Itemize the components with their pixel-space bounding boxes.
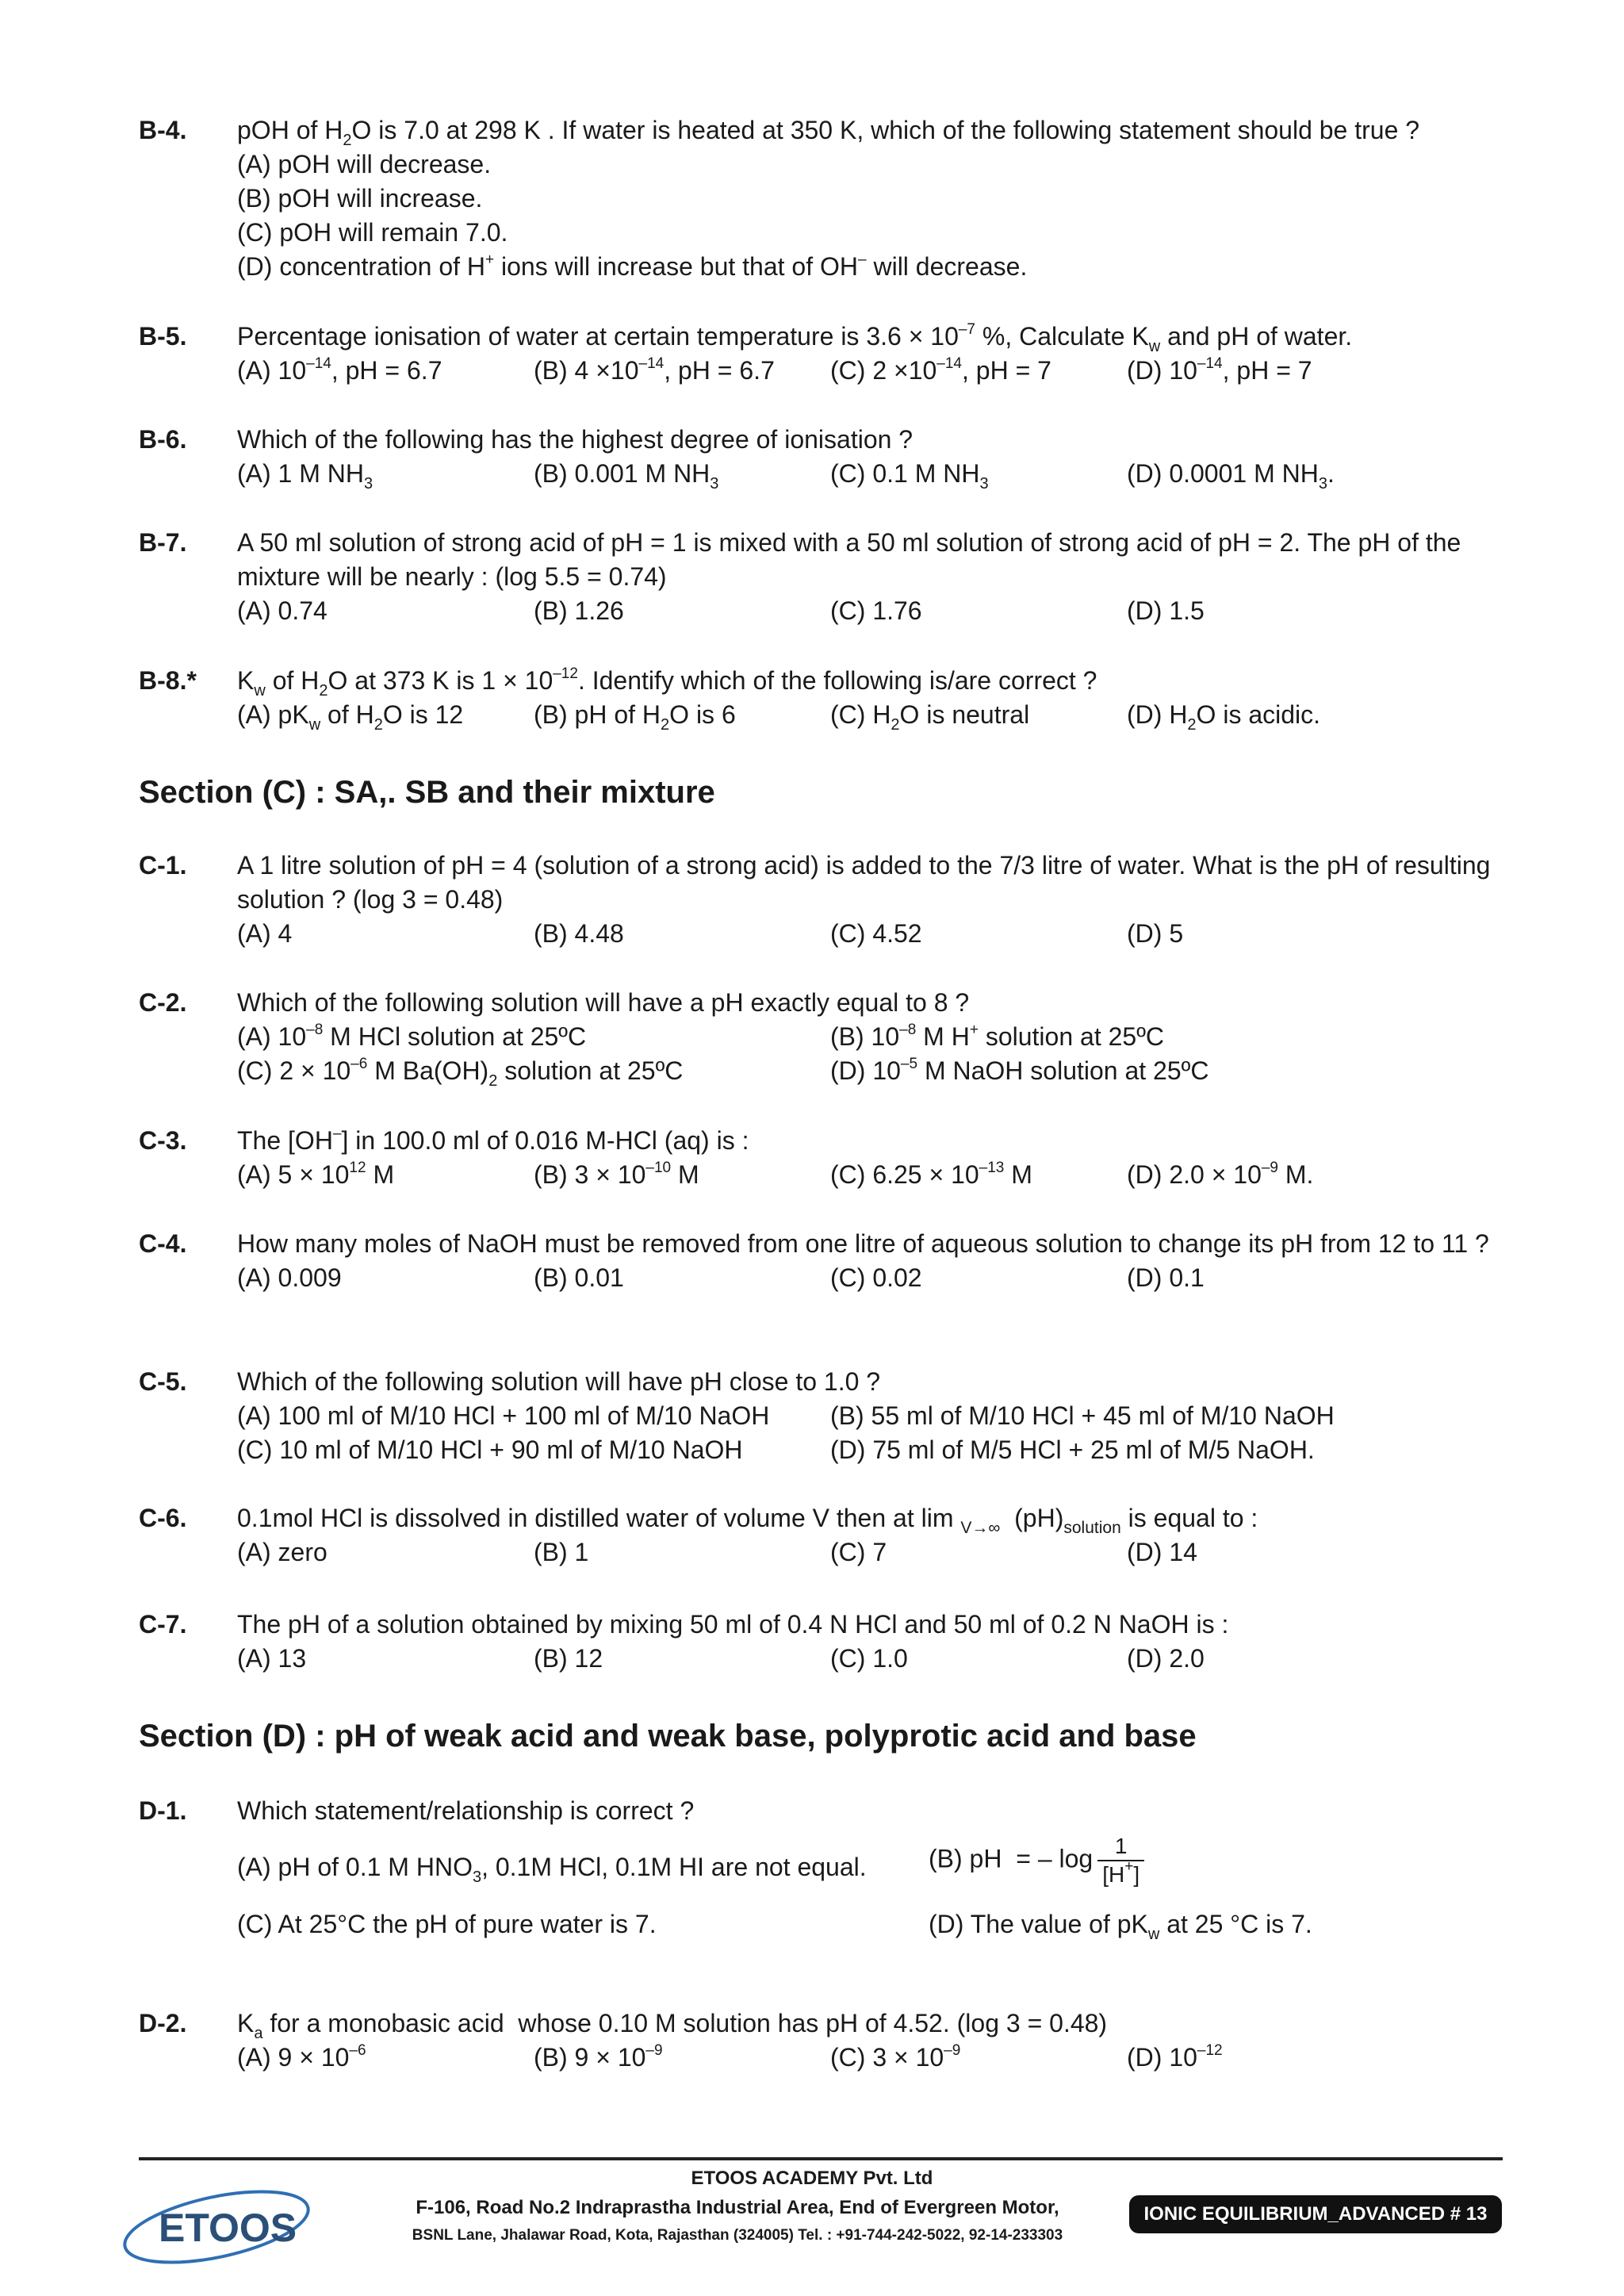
question-text: pOH of $H_2O$ is 7.0 at 298 K . If water is heated at 350 K, which of the following statement should be true ? — [237, 116, 1420, 149]
question-d1 — [139, 1794, 1503, 1941]
question-text: Which of the following solution will have pH close to 1.0 ? — [237, 1367, 881, 1396]
footer-address-line-1: F-106, Road No.2 Indraprastha Industrial Area, End of Evergreen Motor, — [416, 2197, 1059, 2218]
question-number: B-7. — [139, 528, 187, 557]
question-c7 — [139, 1608, 1503, 1676]
option-d: (D) 0.1 — [1127, 1263, 1205, 1292]
option-c: (C) $3 \times 10^{-9}$ — [830, 2042, 961, 2072]
fraction: $\frac{1}{[H^+]}$ — [1097, 1833, 1144, 1888]
question-number: C-6. — [139, 1504, 187, 1532]
option-a: (A) $10^{-14}$, pH = 6.7 — [237, 355, 442, 385]
footer-divider — [139, 2157, 1503, 2160]
option-a: (A) zero — [237, 1538, 327, 1566]
logo-text: ETOOS — [159, 2206, 297, 2250]
section-c-heading: Section (C) : SA,. SB and their mixture — [139, 775, 715, 810]
question-number: B-6. — [139, 425, 187, 454]
question-text: 0.1mol HCl is dissolved in distilled water of volume V then at lim $_{V\to\infty}$ $(pH)_{solution}$ is equal to : — [237, 1504, 1258, 1537]
option-c: (C) 7 — [830, 1538, 887, 1566]
question-text: How many moles of NaOH must be removed from one litre of aqueous solution to change its pH from 12 to 11 ? — [237, 1229, 1489, 1258]
option-a: (A) $10^{-8}$ M HCl solution at 25ºC — [237, 1022, 587, 1051]
question-number: B-4. — [139, 116, 187, 144]
option-a: (A) 4 — [237, 919, 293, 948]
option-a: (A) $pK_w$ of $H_2O$ is 12 — [237, 700, 464, 734]
question-number: C-1. — [139, 851, 187, 880]
option-b: (B) $10^{-8}$ M H+ solution at 25ºC — [830, 1022, 1164, 1051]
option-d: (D) concentration of H+ ions will increase but that of OH– will decrease. — [237, 251, 1028, 281]
option-d: (D) 0.0001 M $NH_3$. — [1127, 459, 1335, 493]
option-a: (A) pH of 0.1 M $HNO_3$, 0.1M HCl, 0.1M HI are not equal. — [237, 1853, 867, 1886]
option-b: (B) 12 — [534, 1644, 603, 1673]
etoos-logo — [117, 2181, 316, 2268]
question-text: A 1 litre solution of pH = 4 (solution of a strong acid) is added to the 7/3 litre of water. What is the pH of resulting solution ? (log 3 = 0.48) — [237, 851, 1491, 914]
option-d: (D) The value of $pK_w$ at 25 °C is 7. — [929, 1910, 1312, 1943]
option-c: (C) 10 ml of M/10 HCl + 90 ml of M/10 NaOH — [237, 1435, 743, 1464]
option-d: (D) $2.0 \times 10^{-9}$ M. — [1127, 1159, 1314, 1189]
option-c: (C) 4.52 — [830, 919, 922, 948]
question-number: D-1. — [139, 1796, 187, 1825]
option-d: (D) $10^{-12}$ — [1127, 2042, 1223, 2072]
question-b7 — [139, 526, 1503, 628]
question-number: C-7. — [139, 1610, 187, 1639]
option-d: (D) 1.5 — [1127, 596, 1205, 625]
question-b5 — [139, 320, 1503, 388]
option-b: (B) $9 \times 10^{-9}$ — [534, 2042, 663, 2072]
option-b: (B) 1.26 — [534, 596, 624, 625]
question-number: C-4. — [139, 1229, 187, 1258]
option-b: (B) 0.01 — [534, 1263, 624, 1292]
option-d: (D) 75 ml of M/5 HCl + 25 ml of M/5 NaOH. — [830, 1435, 1315, 1464]
question-c2 — [139, 986, 1503, 1088]
option-c: (C) 0.02 — [830, 1263, 922, 1292]
question-c3 — [139, 1124, 1503, 1192]
footer-company: ETOOS ACADEMY Pvt. Ltd — [691, 2168, 933, 2189]
question-number: B-5. — [139, 322, 187, 351]
option-b: (B) $3 \times 10^{-10}$ M — [534, 1159, 699, 1189]
option-c: (C) 0.1 M $NH_3$ — [830, 459, 989, 493]
option-a: (A) 1 M $NH_3$ — [237, 459, 373, 493]
option-d: (D) $10^{-14}$, pH = 7 — [1127, 355, 1312, 385]
option-d: (D) $H_2O$ is acidic. — [1127, 700, 1321, 734]
option-d: (D) $10^{-5}$ M NaOH solution at 25ºC — [830, 1056, 1209, 1085]
question-d2 — [139, 2007, 1503, 2075]
question-text: Percentage ionisation of water at certain temperature is $3.6 \times 10^{-7}$ %, Calculate $K_w$ and pH of water. — [237, 321, 1353, 355]
question-b4 — [139, 113, 1503, 284]
option-d: (D) 5 — [1127, 919, 1184, 948]
question-c6 — [139, 1501, 1503, 1570]
option-d: (D) 2.0 — [1127, 1644, 1205, 1673]
option-b: (B) pOH will increase. — [237, 184, 483, 213]
question-text: Which of the following has the highest degree of ionisation ? — [237, 425, 914, 454]
option-c: (C) 1.0 — [830, 1644, 908, 1673]
option-a: (A) 0.009 — [237, 1263, 342, 1292]
question-number: C-2. — [139, 988, 187, 1017]
question-b8 — [139, 664, 1503, 732]
question-text: $K_a$ for a monobasic acid whose 0.10 M solution has pH of 4.52. (log 3 = 0.48) — [237, 2009, 1108, 2042]
option-c: (C) $2 \times 10^{-14}$, pH = 7 — [830, 355, 1051, 385]
question-number: C-5. — [139, 1367, 187, 1396]
option-c: (C) At 25°C the pH of pure water is 7. — [237, 1910, 657, 1938]
option-a: (A) 0.74 — [237, 596, 327, 625]
question-text: The [OH–] in 100.0 ml of 0.016 M-HCl (aq) is : — [237, 1125, 749, 1155]
question-c4 — [139, 1227, 1503, 1295]
section-d-heading: Section (D) : pH of weak acid and weak base, polyprotic acid and base — [139, 1719, 1197, 1754]
question-text: Which statement/relationship is correct ? — [237, 1796, 695, 1825]
option-a: (A) 13 — [237, 1644, 307, 1673]
question-text: A 50 ml solution of strong acid of pH = 1 is mixed with a 50 ml solution of strong acid of pH = 2. The pH of the mixture will be nearly : (log 5.5 = 0.74) — [237, 528, 1461, 591]
option-a: (A) pOH will decrease. — [237, 150, 492, 178]
question-text: Which of the following solution will have a pH exactly equal to 8 ? — [237, 988, 970, 1017]
option-b: (B) pH of $H_2O$ is 6 — [534, 700, 736, 734]
question-text: The pH of a solution obtained by mixing 50 ml of 0.4 N HCl and 50 ml of 0.2 N NaOH is : — [237, 1610, 1229, 1639]
option-c: (C) $H_2O$ is neutral — [830, 700, 1030, 734]
option-c: (C) $2 \times 10^{-6}$ M $Ba(OH)_2$ solution at 25ºC — [237, 1056, 684, 1090]
question-b6 — [139, 423, 1503, 491]
footer-address-line-2: BSNL Lane, Jhalawar Road, Kota, Rajasthan (324005) Tel. : +91-744-242-5022, 92-14-233303 — [412, 2227, 1063, 2244]
question-number: D-2. — [139, 2009, 187, 2037]
option-b: (B) 4.48 — [534, 919, 624, 948]
option-c: (C) 1.76 — [830, 596, 922, 625]
option-d: (D) 14 — [1127, 1538, 1197, 1566]
option-a: (A) $5 \times 10^{12}$ M — [237, 1159, 395, 1189]
question-c5 — [139, 1365, 1503, 1467]
option-c: (C) pOH will remain 7.0. — [237, 218, 508, 247]
question-number: C-3. — [139, 1126, 187, 1155]
option-c: (C) $6.25 \times 10^{-13}$ M — [830, 1159, 1032, 1189]
question-c1 — [139, 849, 1503, 951]
option-b: (B) 0.001 M $NH_3$ — [534, 459, 719, 493]
option-a: (A) 100 ml of M/10 HCl + 100 ml of M/10 NaOH — [237, 1401, 770, 1430]
option-b: (B) 55 ml of M/10 HCl + 45 ml of M/10 NaOH — [830, 1401, 1335, 1430]
page-badge: IONIC EQUILIBRIUM_ADVANCED # 13 — [1129, 2195, 1502, 2233]
question-number: B-8.* — [139, 666, 197, 695]
option-b: (B) pH = – log $\frac{1}{[H^+]}$ — [929, 1833, 1144, 1888]
option-b: (B) 1 — [534, 1538, 589, 1566]
question-text: $K_w$ of $H_2O$ at 373 K is $1 \times 10^{-12}$. Identify which of the following is/are correct ? — [237, 665, 1097, 700]
option-a: (A) $9 \times 10^{-6}$ — [237, 2042, 366, 2072]
option-b: (B) $4 \times 10^{-14}$, pH = 6.7 — [534, 355, 775, 385]
